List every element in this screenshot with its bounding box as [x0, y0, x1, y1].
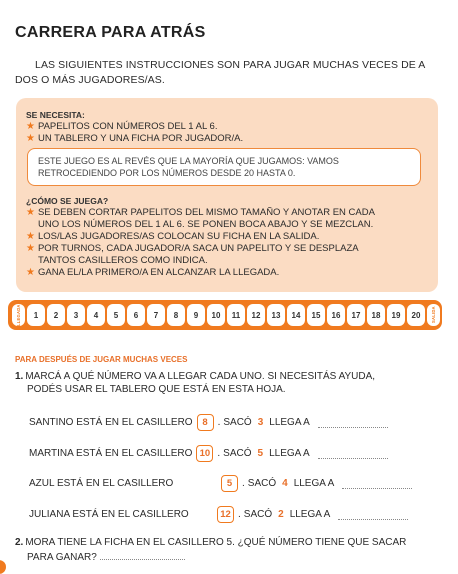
exercise-row: MARTINA ESTÁ EN EL CASILLERO 10 . SACÓ 5 LLEGA A: [29, 444, 388, 462]
exercise-row: JULIANA ESTÁ EN EL CASILLERO 12 . SACÓ 2 LLEGA A: [29, 505, 408, 523]
answer-blank[interactable]: [318, 448, 388, 459]
board-finish-cell: LLEGADA: [12, 304, 25, 326]
square-box: 10: [196, 445, 213, 462]
exercise-row: SANTINO ESTÁ EN EL CASILLERO 8 . SACÓ 3 LLEGA A: [29, 413, 388, 431]
board-cell: 3: [67, 304, 85, 326]
star-icon: ★: [26, 243, 35, 254]
how-item: ★ LOS/LAS JUGADORES/AS COLOCAN SU FICHA EN LA SALIDA.: [26, 231, 320, 242]
page-title: CARRERA PARA ATRÁS: [15, 24, 206, 41]
square-box: 12: [217, 506, 234, 523]
exercise-row: AZUL ESTÁ EN EL CASILLERO 5 . SACÓ 4 LLEGA A: [29, 474, 412, 492]
page-corner-decoration: [0, 560, 6, 574]
board-cell: 6: [127, 304, 145, 326]
square-box: 8: [197, 414, 214, 431]
answer-blank[interactable]: [342, 478, 412, 489]
square-box: 5: [221, 475, 238, 492]
star-icon: ★: [26, 207, 35, 218]
question-1: 1. MARCÁ A QUÉ NÚMERO VA A LLEGAR CADA UNO. SI NECESITÁS AYUDA, PODÉS USAR EL TABLERO QUE ESTÁ EN ESTA HOJA.: [15, 371, 376, 395]
board-cell: 10: [207, 304, 225, 326]
how-heading: ¿CÓMO SE JUEGA?: [26, 196, 109, 206]
board-cell: 7: [147, 304, 165, 326]
board-cell: 2: [47, 304, 65, 326]
star-icon: ★: [26, 267, 35, 278]
board-cell: 5: [107, 304, 125, 326]
answer-blank[interactable]: [100, 549, 185, 560]
board-start-cell: SALIDA: [427, 304, 440, 326]
answer-blank[interactable]: [318, 417, 388, 428]
question-2: 2. MORA TIENE LA FICHA EN EL CASILLERO 5. ¿QUÉ NÚMERO TIENE QUE SACAR PARA GANAR?: [15, 537, 407, 563]
star-icon: ★: [26, 121, 35, 132]
needs-item: ★ UN TABLERO Y UNA FICHA POR JUGADOR/A.: [26, 133, 244, 144]
board-cell: 1: [27, 304, 45, 326]
needs-item: ★ PAPELITOS CON NÚMEROS DEL 1 AL 6.: [26, 121, 218, 132]
intro-paragraph: LAS SIGUIENTES INSTRUCCIONES SON PARA JUGAR MUCHAS VECES DE A DOS O MÁS JUGADORES/AS.: [15, 59, 425, 86]
board-cell: 19: [387, 304, 405, 326]
board-cell: 4: [87, 304, 105, 326]
board-cell: 20: [407, 304, 425, 326]
star-icon: ★: [26, 133, 35, 144]
board-cell: 15: [307, 304, 325, 326]
star-icon: ★: [26, 231, 35, 242]
game-board: [8, 300, 442, 330]
how-item: ★ POR TURNOS, CADA JUGADOR/A SACA UN PAPELITO Y SE DESPLAZA TANTOS CASILLEROS COMO INDICA.: [26, 243, 359, 266]
board-cell: 12: [247, 304, 265, 326]
board-cell: 11: [227, 304, 245, 326]
how-item: ★ SE DEBEN CORTAR PAPELITOS DEL MISMO TAMAÑO Y ANOTAR EN CADA UNO LOS NÚMEROS DEL 1 AL 6. SE PONEN BOCA ABAJO Y SE MEZCLAN.: [26, 207, 375, 230]
board-cell: 17: [347, 304, 365, 326]
board-cell: 8: [167, 304, 185, 326]
note-box: ESTE JUEGO ES AL REVÉS QUE LA MAYORÍA QUE JUGAMOS: VAMOS RETROCEDIENDO POR LOS NÚMEROS DESDE 20 HASTA 0.: [27, 148, 421, 186]
board-cell: 18: [367, 304, 385, 326]
needs-heading: SE NECESITA:: [26, 110, 85, 120]
board-cell: 13: [267, 304, 285, 326]
board-cell: 9: [187, 304, 205, 326]
how-item: ★ GANA EL/LA PRIMERO/A EN ALCANZAR LA LLEGADA.: [26, 267, 280, 278]
after-heading: PARA DESPUÉS DE JUGAR MUCHAS VECES: [15, 355, 188, 364]
answer-blank[interactable]: [338, 509, 408, 520]
board-cell: 16: [327, 304, 345, 326]
board-cell: 14: [287, 304, 305, 326]
